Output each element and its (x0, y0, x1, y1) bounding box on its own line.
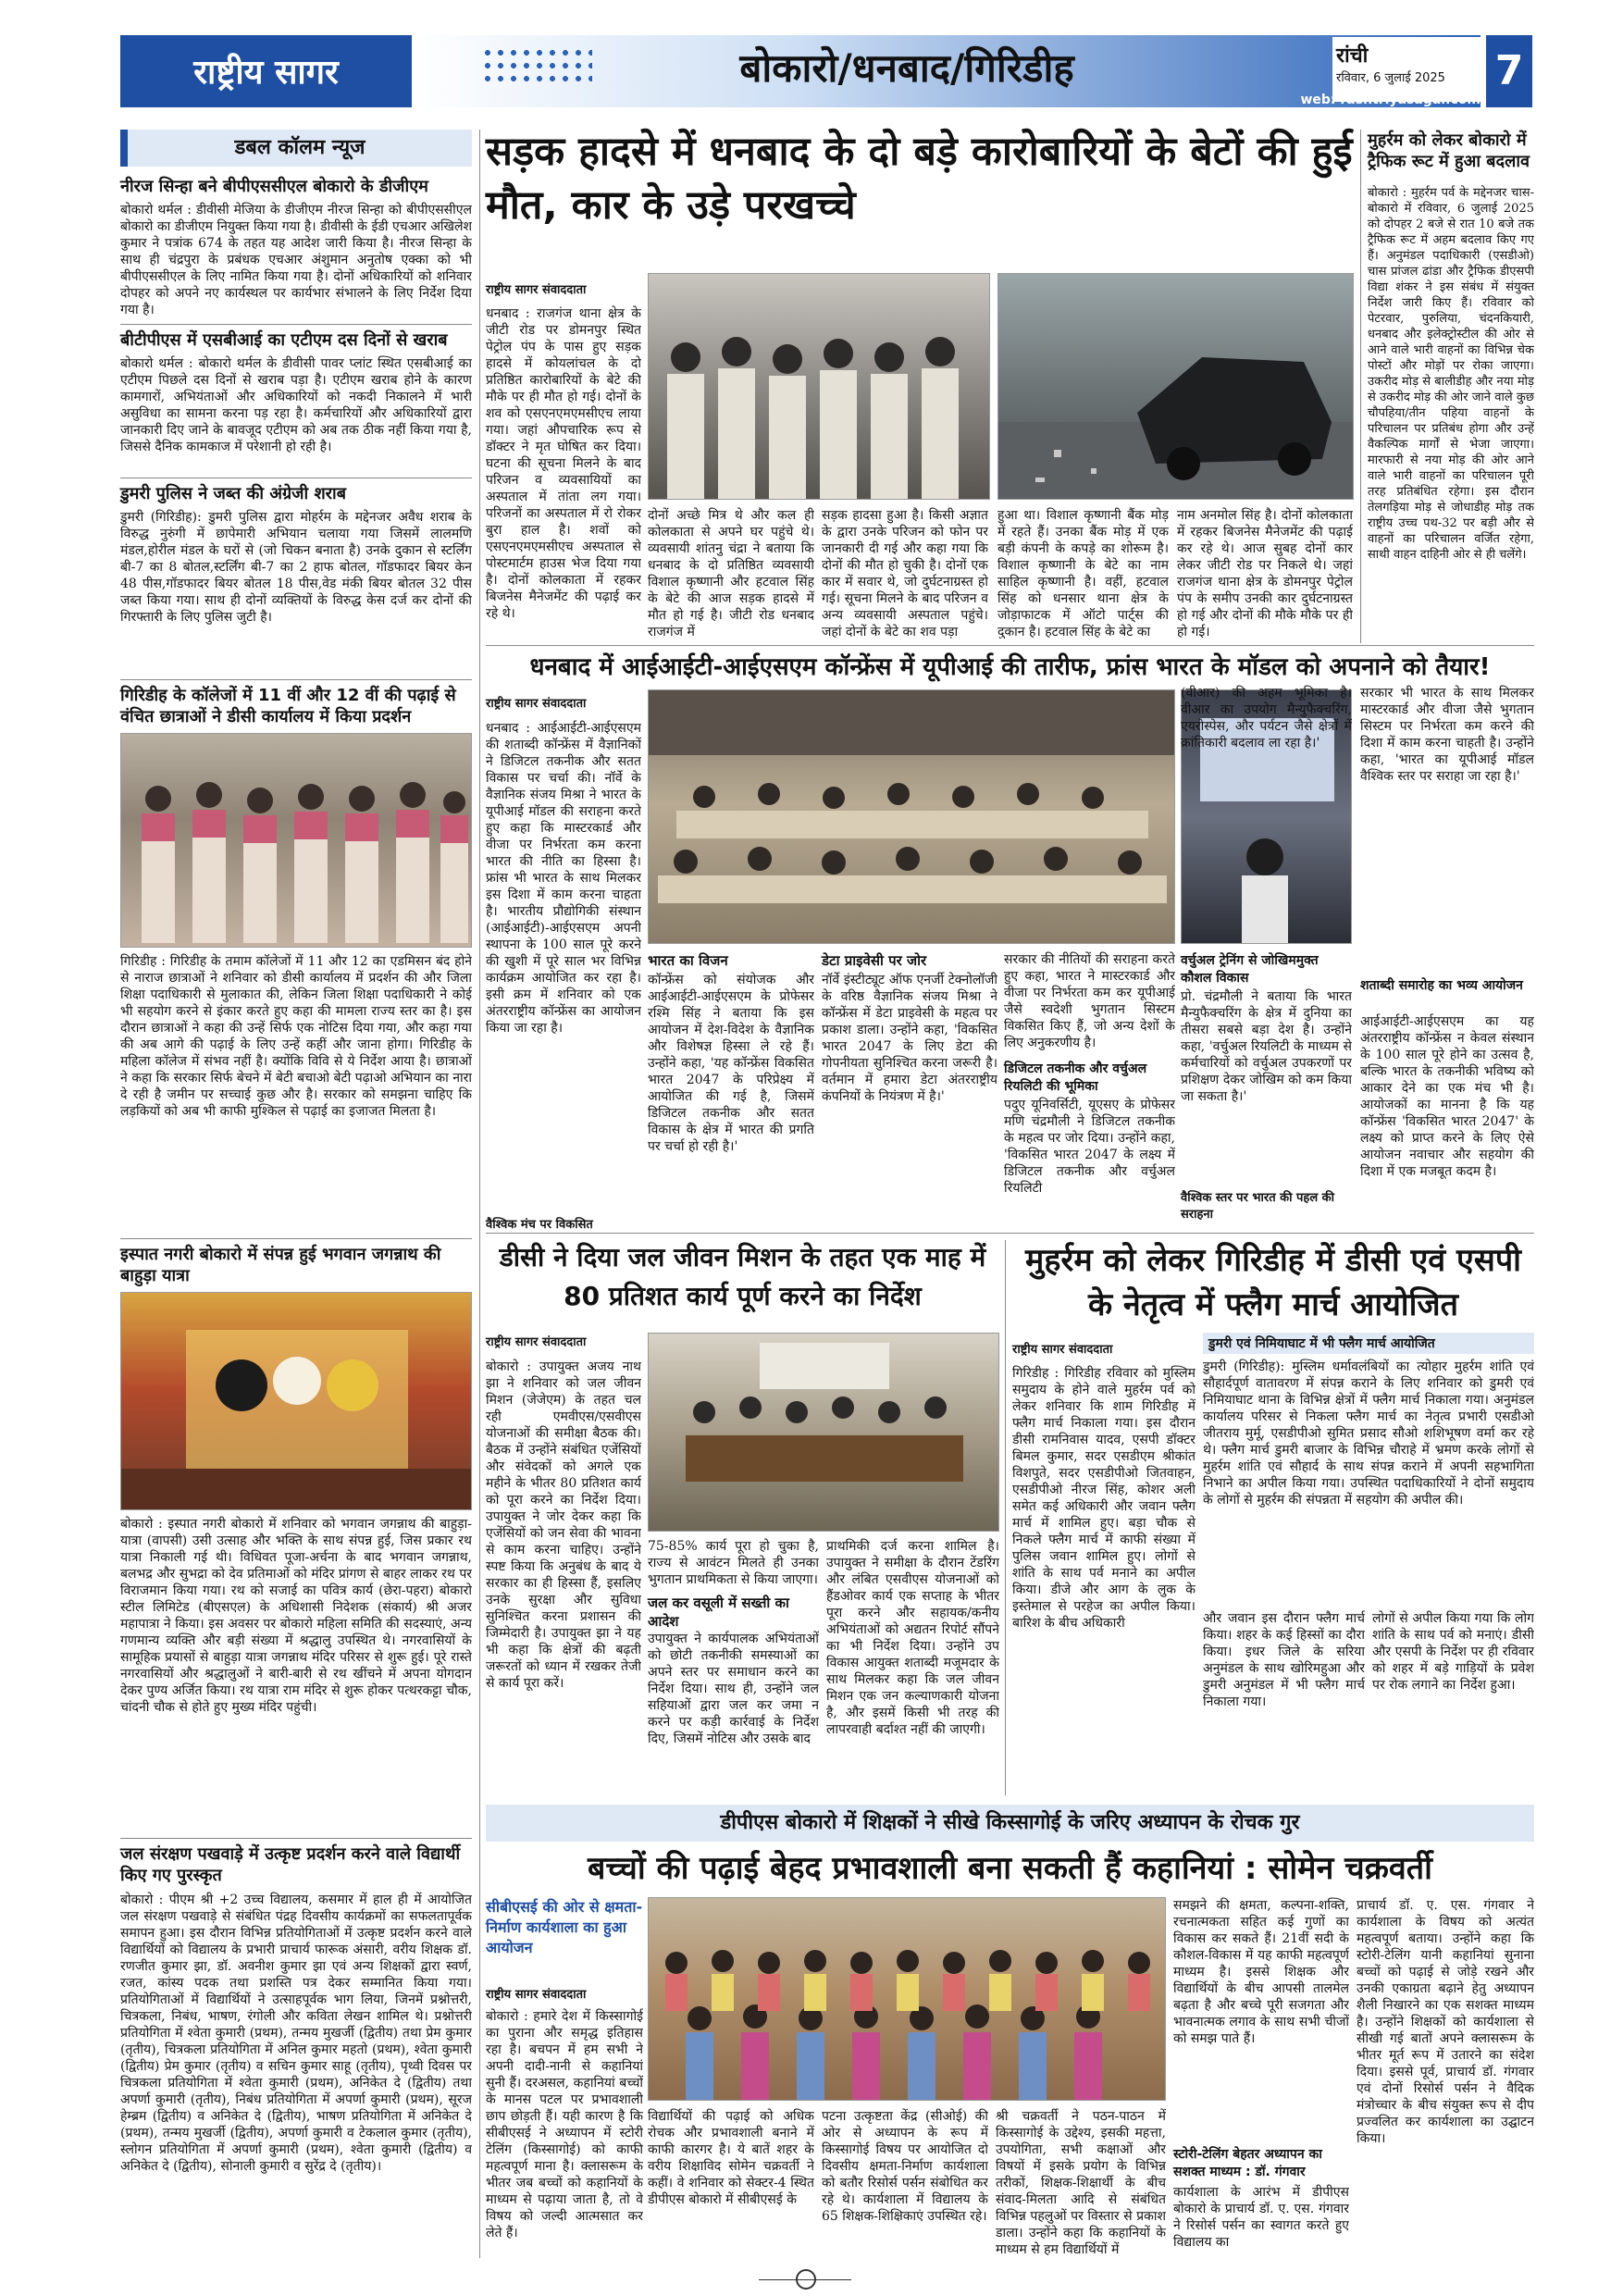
divider (120, 1238, 472, 1239)
dc-headline: डीसी ने दिया जल जीवन मिशन के तहत एक माह में 80 प्रतिशत कार्य पूर्ण करने का निर्देश (499, 1242, 986, 1311)
story-title: डुमरी पुलिस ने जब्त की अंग्रेजी शराब (120, 484, 346, 503)
storytelling-col-5b: कार्यशाला के आरंभ में डीपीएस बोकारो के प्राचार्य डॉ. ए. एस. गंगवार ने रिसोर्स पर्सन का स्वागत करते हुए विद्यालय का (1173, 2185, 1349, 2250)
conference-col-3: नॉर्वे इंस्टीट्यूट ऑफ एनर्जी टेक्नोलॉजी के वरिष्ठ वैज्ञानिक संजय मिश्रा ने कॉन्फ्रेंस में डेटा प्राइवेसी के महत्व पर प्रकाश डाला। उन्होंने कहा, 'विकसित भारत 2047 के लिए डेटा की गोपनीयता सुनिश्चित करना जरूरी है। वर्तमान में हमारा डेटा अंतरराष्ट्रीय कंपनियों के नियंत्रण में है।' (822, 973, 997, 1104)
story-title: गिरिडीह के कॉलेजों में 11 वीं और 12 वीं की पढ़ाई से वंचित छात्राओं ने डीसी कार्यालय में किया प्रदर्शन (120, 686, 456, 726)
lead-story-col-4: हुआ था। विशाल कृष्णानी बैंक मोड़ में रहते हैं। उनका बैंक मोड़ में एक बड़ी कंपनी के कपड़े का शोरूम है। विशाल कृष्णानी के बेटे का नाम साहिल कृष्णानी है। वहीं, हटवाल सिंह को धनसार थाना क्षेत्र के जोड़ाफाटक में ऑटो पार्ट्स की दुकान है। हटवाल सिंह के बेटे का (997, 508, 1169, 639)
story-body: बोकारो थर्मल : डीवीसी मेजिया के डीजीएम नीरज सिन्हा को बीपीएससीएल बोकारो का डीजीएम नियुक्त किया गया है। डीवीसी के ईडी एचआर अखिलेश कुमार ने पत्रांक 674 के तहत यह आदेश जारी किया है। नीरज सिन्हा के साथ ही चंद्रपुरा के प्रबंधक एचआर अंशुमान अनुतोष एक्का को भी बीपीएससीएल के लिए नामित किया गया है। दोनों अधिकारियों को शनिवार दोपहर को अपने नए कार्यस्थल पर कार्यभार संभालने के लिए निर्देश दिया गया है। (120, 203, 472, 317)
flag-col-3: और जवान इस दौरान फ्लैग मार्च किया। शहर के कई हिस्सों का दौरा किया। इधर जिले के सरिया अनुमंडल के साथ खोरिमहुआ और डुमरी अनुमंडल में भी फ्लैग मार्च निकाला गया। (1203, 1611, 1365, 1709)
storytelling-col-1: बोकारो : हमारे देश में किस्सागोई का पुराना और समृद्ध इतिहास रहा है। बचपन में हम सभी ने अपनी दादी-नानी से कहानियां सुनी हैं। दरअसल, कहानियां बच्चों के मानस पटल पर प्रभावशाली छाप छोड़ती हैं। यही कारण है कि सीबीएसई ने अध्यापन में स्टोरी टेलिंग (किस्सागोई) को काफी महत्वपूर्ण माना है। क्लासरूम के भीतर जब बच्चों को कहानियों के माध्यम से पढ़ाया जाता है, तो वे विषय को जल्दी आत्मसात कर लेते हैं। (486, 2009, 643, 2240)
flag-col-4: लोगों से अपील किया गया कि लोग शांति के साथ पर्व को मनाएं। डीसी और एसपी के निर्देश पर ही रविवार को शहर में बड़े गाड़ियों के प्रवेश पर रोक लगाने का निर्देश हुआ। (1372, 1611, 1534, 1693)
conference-col-4: सरकार की नीतियों की सराहना करते हुए कहा, भारत ने मास्टरकार्ड और वीजा पर निर्भरता कम कर यूपीआई जैसे स्वदेशी भुगतान सिस्टम विकसित किए हैं, जो अन्य देशों के लिए अनुकरणीय है। (1004, 952, 1175, 1050)
divider (120, 679, 472, 680)
story-body: गिरिडीह : गिरिडीह के तमाम कॉलेजों में 11 और 12 का एडमिसन बंद होने से नाराज छात्राओं ने शनिवार को डीसी कार्यालय में प्रदर्शन की और जिला शिक्षा पदाधिकारी से मुलाकात की, लेकिन जिला शिक्षा पदाधिकारी ने कोई भी सहयोग करने से इंकार करते हुए कहा की मामला राज्य स्तर का है। इस दौरान छात्राओं ने कहा की उन्हें सिर्फ एक नोटिस दिया गया, और कहा गया की अब आगे की पढ़ाई के लिए उन्हें कहीं और जाना होगा। गिरिडीह के महिला कॉलेज में संभव नहीं है। क्योंकि विवि से ये निर्देश आया है। छात्राओं ने कहा कि सरकार सिर्फ बेचने में बेटी बचाओ बेटी पढ़ाओ अभियान का नारा दे रही है जमीन पर सच्चाई कुछ और है। सरकार को समझना चाहिए कि लड़कियों को अब भी काफी मुश्किल से पढ़ाई का इजाजत मिलता है। (120, 954, 472, 1119)
column-divider (1005, 1240, 1006, 1795)
flag-col-2: डुमरी (गिरिडीह): मुस्लिम धर्मावलंबियों का त्योहार मुहर्रम शांति एवं सौहार्दपूर्ण वातावरण में संपन्न कराने के लिए शनिवार को डुमरी एवं निमियाघाट थाना के विभिन्न क्षेत्रों में फ्लैग मार्च निकाला गया। अनुमंडल कार्यालय परिसर से निकला फ्लैग मार्च का नेतृत्व प्रभारी एसडीओ जीतराय मुर्मू, एसडीपीओ सुमित प्रसाद सौओ शशिभूषण वर्मा कर रहे थे। फ्लैग मार्च डुमरी बाजार के विभिन्न चौराहे में भ्रमण करके लोगों से मुहर्रम शांति एवं सौहार्द के साथ संपन्न कराने में अपनी सहभागिता निभाने का अपील किया गया। उपस्थित पदाधिकारियों ने दोनों समुदाय के लोगों से मुहर्रम की संपन्नता में सहयोग की अपील की। (1203, 1359, 1534, 1508)
students-figures (121, 734, 472, 948)
section-divider (486, 645, 1534, 646)
story-title: जल संरक्षण पखवाड़े में उत्कृष्ट प्रदर्शन करने वाले विद्यार्थी किए गए पुरस्कृत (120, 1844, 461, 1885)
subheading: वैश्विक स्तर पर भारत की पहल की सराहना (1181, 1191, 1335, 1222)
dc-col-1: बोकारो : उपायुक्त अजय नाथ झा ने शनिवार को जल जीवन मिशन (जेजेएम) के तहत चल रही एमवीएस/एसवीएस योजनाओं की समीक्षा बैठक की। बैठक में उन्होंने संबंधित एजेंसियों और संवेदकों को अगले एक महीने के भीतर 80 प्रतिशत कार्य को पूरा करने का निर्देश दिया। उपायुक्त ने जोर देकर कहा कि एजेंसियों को जन सेवा की भावना से काम करना चाहिए। उन्होंने स्पष्ट किया कि अनुबंध के बाद ये सरकार का ही हिस्सा हैं, इसलिए उनके सुरक्षा और सुविधा सुनिश्चित करना प्रशासन की जिम्मेदारी है। उपायुक्त झा ने यह भी कहा कि क्षेत्रों की बढ़ती जरूरतों को ध्यान में रखकर तेजी से कार्य पूरा करें। (486, 1359, 641, 1691)
dc-col-3: प्राथमिकी दर्ज करना शामिल है। उपायुक्त ने समीक्षा के दौरान टेंडरिंग और लंबित एसवीएस योजनाओं को हैंडओवर कार्य एक सप्ताह के भीतर पूरा करने और सहायक/कनीय अभियंताओं को अद्यतन रिपोर्ट सौंपने का भी निर्देश दिया। उन्होंने उप विकास आयुक्त शताब्दी मजूमदार के साथ मिलकर कहा कि जल जीवन मिशन एक जन कल्याणकारी योजना है, और इसमें किसी भी तरह की लापरवाही बर्दाश्त नहीं की जाएगी। (826, 1539, 999, 1737)
section-name: बोकारो/धनबाद/गिरिडीह (739, 45, 1074, 91)
subheading: जल कर वसूली में सख्ती का आदेश (648, 1595, 789, 1630)
storytelling-col-5: समझने की क्षमता, कल्पना-शक्ति, रचनात्मकता सहित कई गुणों का विकास कर सकते हैं। 21वीं सदी के कौशल-विकास में यह काफी महत्वपूर्ण माध्यम है। इससे शिक्षक और विद्यार्थियों के बीच आपसी तालमेल बढ़ता है और बच्चे पूरी सजगता और भावनात्मक लगाव के साथ सभी चीजों को समझ पाते हैं। (1173, 1898, 1349, 2046)
story-title: बीटीपीएस में एसबीआई का एटीएम दस दिनों से खराब (120, 330, 448, 350)
workshop-group-photo (648, 1897, 1166, 2101)
column-divider (1360, 130, 1361, 643)
story-title: नीरज सिन्हा बने बीपीएससीएल बोकारो के डीजीएम (120, 177, 428, 196)
story-title: इस्पात नगरी बोकारो में संपन्न हुई भगवान जगन्नाथ की बाहुड़ा यात्रा (120, 1245, 441, 1285)
conference-headline: धनबाद में आईआईटी-आईएसएम कॉन्फ्रेंस में यूपीआई की तारीफ, फ्रांस भारत के मॉडल को अपनाने को तैयार! (529, 653, 1491, 681)
teachers-group (649, 1898, 1166, 2101)
story-body: डुमरी (गिरिडीह): डुमरी पुलिस द्वारा मोहर्रम के मद्देनजर अवैध शराब के विरुद्ध नुरुंगी में छापेमारी अभियान चलाया गया जिसमें लालमणि मंडल,होरील मंडल के घरों से (जो चिकन बनाता है) उनके दुकान से स्टर्लिंग बी-7 का 8 बोतल,स्टर्लिंग बी-7 का 2 हाफ बोतल, गॉडफादर बियर केन 48 पीस,गॉडफादर बियर बोतल 18 पीस,वेड मंकी बियर बोतल 32 पीस जब्त किया गया। साथ ही दोनों व्यक्तियों के विरुद्ध केस दर्ज कर दोनों की गिरफ्तारी के लिए पुलिस जुटी है। (120, 510, 472, 625)
footer-rule (759, 2279, 851, 2280)
story-title: मुहर्रम को लेकर बोकारो में ट्रैफिक रूट में हुआ बदलाव (1368, 130, 1530, 171)
subheading: शताब्दी समारोह का भव्य आयोजन (1360, 978, 1523, 993)
hospital-crowd-photo (648, 273, 990, 500)
storytelling-col-4: श्री चक्रवर्ती ने पठन-पाठन में किस्सागोई के उद्देश्य, इसकी महत्ता, उपयोगिता, सभी कक्षाओं और विषयों में इसके प्रयोग के विभिन्न तरीकों, शिक्षक-शिक्षार्थी के बीच संवाद-मिलता आदि से संबंधित विभिन्न पहलुओं पर विस्तार से प्रकाश डाला। उन्होंने कहा कि कहानियों के माध्यम से हम विद्यार्थियों में (996, 2109, 1166, 2257)
byline: राष्ट्रीय सागर संवाददाता (1012, 1343, 1113, 1357)
conference-attendees (649, 690, 1175, 944)
dots-ornament (481, 46, 592, 83)
story-body: बोकारो : मुहर्रम पर्व के मद्देनजर चास-बोकारो में रविवार, 6 जुलाई 2025 को दोपहर 2 बजे से रात 10 बजे तक ट्रैफिक रूट में अहम बदलाव किए गए हैं। अनुमंडल पदाधिकारी (एसडीओ) चास प्रांजल ढांडा और ट्रैफिक डीएसपी विद्या शंकर ने इस संबंध में संयुक्त निर्देश जारी किए हैं। रविवार को पेटरवार, पुरुलिया, चंदनकियारी, धनबाद और इलेक्ट्रोस्टील की ओर से आने वाले भारी वाहनों का विभिन्न चेक पोस्टों और मोड़ों पर रोका जाएगा। उकरीद मोड़ से बालीडीह और नया मोड़ से उकरीद मोड़ की ओर जाने वाले कुछ चौपहिया/तीन पहिया वाहनों के परिचालन पर प्रतिबंध होगा और उन्हें वैकल्पिक मार्गों से भेजा जाएगा। मारफारी से नया मोड़ की ओर आने वाले भारी वाहनों का परिचालन पूरी तरह प्रतिबंधित रहेगा। इस दौरान तेलगड़िया मोड़ से जोधाडीह मोड़ तक राष्ट्रीय उच्च पथ-32 पर बड़ी और से वाहनों का परिचालन वर्जित रहेगा, साथी वाहन दाहिनी ओर से ही चलेंगे। (1368, 186, 1534, 562)
conference-col-4b: पदुए यूनिवर्सिटी, यूएसए के प्रोफेसर मणि चंद्रमौली ने डिजिटल तकनीक के महत्व पर जोर दिया। उन्होंने कहा, 'विकसित भारत 2047 के लक्ष्य में डिजिटल तकनीक और वर्चुअल रियलिटी (1004, 1098, 1175, 1196)
subheading: डुमरी एवं निमियाघाट में भी फ्लैग मार्च आयोजित (1203, 1333, 1534, 1354)
byline: राष्ट्रीय सागर संवाददाता (486, 1335, 587, 1349)
divider (120, 324, 472, 325)
crowd-figures (649, 274, 990, 500)
dc-col-2b: उपायुक्त ने कार्यपालक अभियंताओं को छोटी तकनीकी समस्याओं का अपने स्तर पर समाधान करने का निर्देश दिया। साथ ही, उन्होंने जल सहियाओं द्वारा जल कर जमा न करने पर कड़ी कार्रवाई के निर्देश दिए, जिसमें नोटिस और उसके बाद (648, 1632, 819, 1746)
flag-march-headline: मुहर्रम को लेकर गिरिडीह में डीसी एवं एसपी के नेतृत्व में फ्लैग मार्च आयोजित (1025, 1242, 1521, 1323)
byline: राष्ट्रीय सागर संवाददाता (486, 1988, 587, 2002)
masthead (0, 0, 1623, 111)
section-divider (486, 1233, 1534, 1234)
story-headline: बच्चों की पढ़ाई बेहद प्रभावशाली बना सकती हैं कहानियां : सोमेन चक्रवर्ती (588, 1850, 1432, 1887)
lead-story-col-5: नाम अनमोल सिंह है। दोनों कोलकाता में रहकर बिजनेस मैनेजमेंट की पढ़ाई कर रहे थे। आज सुबह दोनों कार लेकर जीटी रोड पर निकले थे। जहां राजगंज थाना क्षेत्र के डोमनपुर पेट्रोल पंप के समीप उनकी कार दुर्घटनाग्रस्त हो गई और दोनों की मौके मौके पर ही हो गई। (1177, 508, 1353, 639)
meeting-table (649, 1334, 999, 1532)
dc-col-2: 75-85% कार्य पूरा हो चुका है, राज्य से आवंटन मिलते ही उनका भुगतान प्राथमिकता से किया जाएगा। (648, 1539, 819, 1587)
storytelling-col-2: विद्यार्थियों की पढ़ाई को अधिक रोचक और प्रभावशाली बनाने में काफी कारगर है। ये बातें शहर के वरीय शिक्षाविद सोमेन चक्रवर्ती ने कहीं। वे शनिवार को सेक्टर-4 स्थित डीपीएस बोकारो में सीबीएसई के (648, 2109, 814, 2207)
subheading: डिजिटल तकनीक और वर्चुअल रियलिटी की भूमिका (1004, 1061, 1147, 1094)
students-protest-photo (120, 733, 472, 948)
lead-story-col-2: दोनों अच्छे मित्र थे और कल ही कोलकाता से अपने घर पहुंचे थे। व्यवसायी शांतनु चंद्रा ने बताया कि धनबाद के दो प्रतिष्ठित व्यवसायी विशाल कृष्णानी और हटवाल सिंह के बेटे की आज सड़क हादसे में मौत हो गई है। जीटी रोड धनबाद राजगंज में (648, 508, 814, 639)
website-url: web: rashtriyasagar.com (1300, 93, 1481, 107)
brand-name: राष्ट्रीय सागर (193, 54, 339, 92)
lead-story-col-1: धनबाद : राजगंज थाना क्षेत्र के जीटी रोड पर डोमनपुर स्थित पेट्रोल पंप के पास हुए सड़क हादसे में कोयलांचल के दो प्रतिष्ठित कारोबारियों के बेटे की मौके पर ही मौत हो गई। दोनों के शव को एसएनएमएमसीएच लाया गया। जहां औपचारिक रूप से डॉक्टर ने मृत घोषित कर दिया। घटना की सूचना मिलने के बाद परिजन व व्यवसायियों का अस्पताल में तांता लग गया। परिजनों का अस्पताल में रो रोकर बुरा हाल है। शवों को एसएनएमएमसीएच अस्पताल से पोस्टमार्टम हाउस भेज दिया गया है। दोनों कोलकाता में रहकर बिजनेस मैनेजमेंट की पढ़ाई कर रहे थे। (486, 306, 641, 621)
page-number: 7 (1486, 35, 1532, 107)
left-column (120, 130, 472, 2258)
city-name: रांची (1336, 44, 1369, 68)
divider (120, 1838, 472, 1839)
story-kicker: डीपीएस बोकारो में शिक्षकों ने सीखे किस्सागोई के जरिए अध्यापन के रोचक गुर (486, 1805, 1534, 1842)
issue-date: रविवार, 6 जुलाई 2025 (1336, 71, 1445, 85)
conference-hall-photo (648, 689, 1175, 944)
flag-col-1: गिरिडीह : गिरिडीह रविवार को मुस्लिम समुदाय के होने वाले मुहर्रम पर्व को लेकर शनिवार कि शाम गिरिडीह में फ्लैग मार्च निकाला गया। इस दौरान डीसी रामनिवास यादव, एसपी डॉक्टर बिमल कुमार, सदर एसडीएम श्रीकांत विशपुते, सदर एसडीपीओ जितवाहन, एसडीपीओ नीरज सिंह, कोशर अली समेत कई अधिकारी और जवान फ्लैग मार्च में शामिल हुए। बड़ा चौक से निकले फ्लैग मार्च में काफी संख्या में पुलिस जवान शामिल हुए। लोगों से शांति के साथ पर्व मनाने का अपील किया। डीजे और आग के लुक के इस्तेमाल से परहेज का अपील किया। बारिश के बीच अधिकारी (1012, 1366, 1196, 1631)
story-body: बोकारो : इस्पात नगरी बोकारो में शनिवार को भगवान जगन्नाथ की बाहुड़ा-यात्रा (वापसी) उसी उत्साह और भक्ति के साथ संपन्न हुई, जिस प्रकार रथ यात्रा निकाली गई थी। विधिवत पूजा-अर्चना के बाद भगवान जगन्नाथ, बलभद्र और सुभद्रा को देव प्रतिमाओं को मंदिर प्रांगण से बाहर लाकर रथ पर विराजमान किया गया। रथ को सजाई का पवित्र कार्य (छेरा-पहरा) बोकारो स्टील लिमिटेड (बीएसएल) के अधिशासी निदेशक (संकार्य) श्री अजर महापात्रा ने किया। इस अवसर पर बोकारो महिला समिति की सदस्याएं, अन्य गणमान्य व्यक्ति और बड़ी संख्या में श्रद्धालु उपस्थित थे। नगरवासियों के सामूहिक प्रयासों से बाहुड़ा यात्रा जगन्नाथ मंदिर परिसर से शुरू हुई। पूरे रास्ते नगरवासियों और श्रद्धालुओं ने बारी-बारी से रथ खींचने में अपना योगदान देकर पुण्य अर्जित किया। रथ यात्रा राम मंदिर से शुरू होकर पत्थरकट्टा चौक, चांदनी चौक से होते हुए मुख्य मंदिर पहुंची। (120, 1517, 472, 1715)
storytelling-col-3: पटना उत्कृष्टता केंद्र (सीओई) की ओर से अध्यापन के रूप में किस्सागोई विषय पर आयोजित दो दिवसीय क्षमता-निर्माण कार्यशाला को बतौर रिसोर्स पर्सन संबोधित कर रहे थे। कार्यशाला में विद्यालय के 65 शिक्षक-शिक्षिकाएं उपस्थित रहे। (822, 2109, 988, 2224)
subheading: वैश्विक मंच पर विकसित (486, 1218, 593, 1232)
subheading: डेटा प्राइवेसी पर जोर (822, 952, 927, 969)
byline: राष्ट्रीय सागर संवाददाता (486, 697, 587, 711)
conference-col-6: सरकार भी भारत के साथ मिलकर मास्टरकार्ड और वीजा जैसे भुगतान सिस्टम पर निर्भरता कम करने की दिशा में काम करना चाहती है। उन्होंने कहा, 'भारत का यूपीआई मॉडल वैश्विक स्तर पर सराहा जा रहा है।' (1360, 686, 1534, 784)
wrecked-car (998, 274, 1354, 500)
subheading: भारत का विजन (648, 952, 728, 969)
car-wreck-photo (997, 273, 1354, 500)
conference-col-5: (वीआर) की अहम भूमिका है। वीआर का उपयोग मैन्युफैक्चरिंग, एयरोस्पेस, और पर्यटन जैसे क्षेत्रों में क्रांतिकारी बदलाव ला रहा है।' (1181, 686, 1352, 751)
storytelling-col-6: प्राचार्य डॉ. ए. एस. गंगवार ने कार्यशाला के विषय को अत्यंत महत्वपूर्ण बताया। उन्होंने कहा कि स्टोरी-टेलिंग यानी कहानियां सुनाना बच्चों को पढ़ाई से जोड़े रखने और उनकी एकाग्रता बढ़ाने हेतु अध्यापन शैली निखारने का एक सशक्त माध्यम है। उन्होंने शिक्षकों को कार्यशाला से सीखी गई बातों अपने क्लासरूम के भीतर मूर्त रूप में उतारने का संदेश दिया। इससे पूर्व, प्राचार्य डॉ. गंगवार एवं दोनों रिसोर्स पर्सन ने वैदिक मंत्रोच्चार के बीच संयुक्त रूप से दीप प्रज्वलित कर कार्यशाला का उद्घाटन किया। (1357, 1898, 1534, 2146)
byline: राष्ट्रीय सागर संवाददाता (486, 283, 587, 297)
conference-col-6b: आईआईटी-आईएसएम का यह अंतरराष्ट्रीय कॉन्फ्रेंस न केवल संस्थान के 100 साल पूरे होने का उत्सव है, बल्कि भारत के तकनीकी भविष्य को आकार देने का एक मंच भी है। आयोजकों का मानना है कि यह कॉन्फ्रेंस 'विकसित भारत 2047' के लक्ष्य को प्राप्त करने के लिए ऐसे आयोजन नवाचार और सहयोग की दिशा में एक मजबूत कदम है। (1360, 1014, 1534, 1179)
story-body: बोकारो : पीएम श्री +2 उच्च विद्यालय, कसमार में हाल ही में आयोजित जल संरक्षण पखवाड़े से संबंधित पंद्रह दिवसीय कार्यक्रमों का सफलतापूर्वक समापन हुआ। इस दौरान विभिन्न प्रतियोगिताओं में उत्कृष्ट प्रदर्शन करने वाले विद्यार्थियों को विद्यालय के प्रभारी प्राचार्य फारूक अंसारी, वरीय शिक्षक डॉ. रणजीत कुमार झा, डॉ. अवनीश कुमार झा एवं अन्य शिक्षकों द्वारा स्वर्ण, रजत, कांस्य पदक तथा प्रशस्ति पत्र देकर सम्मानित किया गया। प्रतियोगिताओं में विद्यार्थियों ने उत्साहपूर्वक भाग लिया, जिनमें प्रश्नोत्तरी, चित्रकला, निबंध, भाषण, रंगोली और कविता लेखन शामिल थे। प्रश्नोत्तरी प्रतियोगिता में श्वेता कुमारी (प्रथम), तन्मय मुखर्जी (द्वितीय) तथा प्रेम कुमार (तृतीय), चित्रकला प्रतियोगिता में अनिल कुमार महतो (प्रथम), श्वेता कुमारी (द्वितीय) प्रेम कुमार (तृतीय) व सचिन कुमार साहू (तृतीय), पृथ्वी दिवस पर चित्रकला प्रतियोगिता में श्वेता कुमारी (प्रथम), अनिकेत दे (द्वितीय) तथा अपर्णा कुमारी (तृतीय), निबंध प्रतियोगिता में अपर्णा कुमारी (प्रथम), सूरज हेम्ब्रम (द्वितीय) व अनिकेत दे (द्वितीय), भाषण प्रतियोगिता में अनिकेत दे (प्रथम), तन्मय मुखर्जी (द्वितीय), अपर्णा कुमारी व टेकलाल कुमार (तृतीय), स्लोगन प्रतियोगिता में अपर्णा कुमारी (प्रथम), श्वेता कुमारी (द्वितीय) व अनिकेत दे (द्वितीय), सोनाली कुमारी व सुरेंद्र दे (तृतीय)। (120, 1893, 472, 2174)
cbse-box: सीबीएसई की ओर से क्षमता-निर्माण कार्यशाला का हुआ आयोजन (486, 1898, 643, 1956)
rath-yatra-photo (120, 1292, 472, 1510)
conference-col-2: कॉन्फ्रेंस को संयोजक और आईआईटी-आईएसएम के प्रोफेसर रश्मि सिंह ने बताया कि इस आयोजन में देश-विदेश के वैज्ञानिक और विशेषज्ञ हिस्सा ले रहे हैं। उन्होंने कहा, 'यह कॉन्फ्रेंस विकसित भारत 2047 के परिप्रेक्ष्य में आयोजित की गई है, जिसमें डिजिटल तकनीक और सतत विकास के क्षेत्र में भारत की प्रगति पर चर्चा हो रही है।' (648, 973, 814, 1154)
dc-meeting-photo (648, 1333, 999, 1532)
conference-col-5b: प्रो. चंद्रमौली ने बताया कि भारत मैन्युफैक्चरिंग के क्षेत्र में दुनिया का तीसरा सबसे बड़ा देश है। उन्होंने कहा, 'वर्चुअल रियलिटी के माध्यम से कर्मचारियों को वर्चुअल उपकरणों पर प्रशिक्षण देकर जोखिम को कम किया जा सकता है।' (1181, 989, 1352, 1104)
subheading: स्टोरी-टेलिंग बेहतर अध्यापन का सशक्त माध्यम : डॉ. गंगवार (1173, 2147, 1322, 2179)
subheading: वर्चुअल ट्रेनिंग से जोखिममुक्त कौशल विकास (1181, 953, 1319, 986)
column-divider (479, 130, 480, 2258)
story-body: बोकारो थर्मल : बोकारो थर्मल के डीवीसी पावर प्लांट स्थित एसबीआई का एटीएम पिछले दस दिनों से खराब पड़ा है। एटीएम खराब होने के कारण कामगारों, अभियंताओं और अधिकारियों को नकदी निकालने में भारी असुविधा का सामना करना पड़ रहा है। कर्मचारियों और अधिकारियों द्वारा जानकारी दिए जाने के बावजूद एटीएम को अब तक ठीक नहीं किया गया है, जिससे दैनिक कामकाज में परेशानी हो रही है। (120, 356, 472, 454)
lead-headline: सड़क हादसे में धनबाद के दो बड़े कारोबारियों के बेटों की हुई मौत, कार के उड़े परखच्चे (486, 129, 1353, 229)
double-column-header: डबल कॉलम न्यूज (120, 130, 472, 167)
deities-figures (121, 1293, 472, 1510)
conference-col-1: धनबाद : आईआईटी-आईएसएम की शताब्दी कॉन्फ्रेंस में वैज्ञानिकों ने डिजिटल तकनीक और सतत विकास पर चर्चा की। नॉर्वे के वैज्ञानिक संजय मिश्रा ने भारत के यूपीआई मॉडल की सराहना करते हुए कहा कि मास्टरकार्ड और वीजा पर निर्भरता कम करना भारत की नीति का हिस्सा है। फ्रांस भी भारत के साथ मिलकर इस दिशा में काम करना चाहता है। भारतीय प्रौद्योगिकी संस्थान (आईआईटी)-आईएसएम अपनी स्थापना के 100 साल पूरे करने की खुशी में पूरे साल भर विभिन्न कार्यक्रम आयोजित कर रहा है। इसी क्रम में शनिवार को एक अंतरराष्ट्रीय कॉन्फ्रेंस का आयोजन किया जा रहा है। (486, 721, 641, 1036)
lead-story-col-3: सड़क हादसा हुआ है। किसी अज्ञात के द्वारा उनके परिजन को फोन पर जानकारी दी गई और कहा गया कि दोनों की मौत हो चुकी है। दोनों एक कार में सवार थे, जो दुर्घटनाग्रस्त हो गई। सूचना मिलने के बाद परिजन व अन्य व्यवसायी अस्पताल पहुंचे। जहां दोनों के बेटे का शव पड़ा (822, 508, 988, 639)
